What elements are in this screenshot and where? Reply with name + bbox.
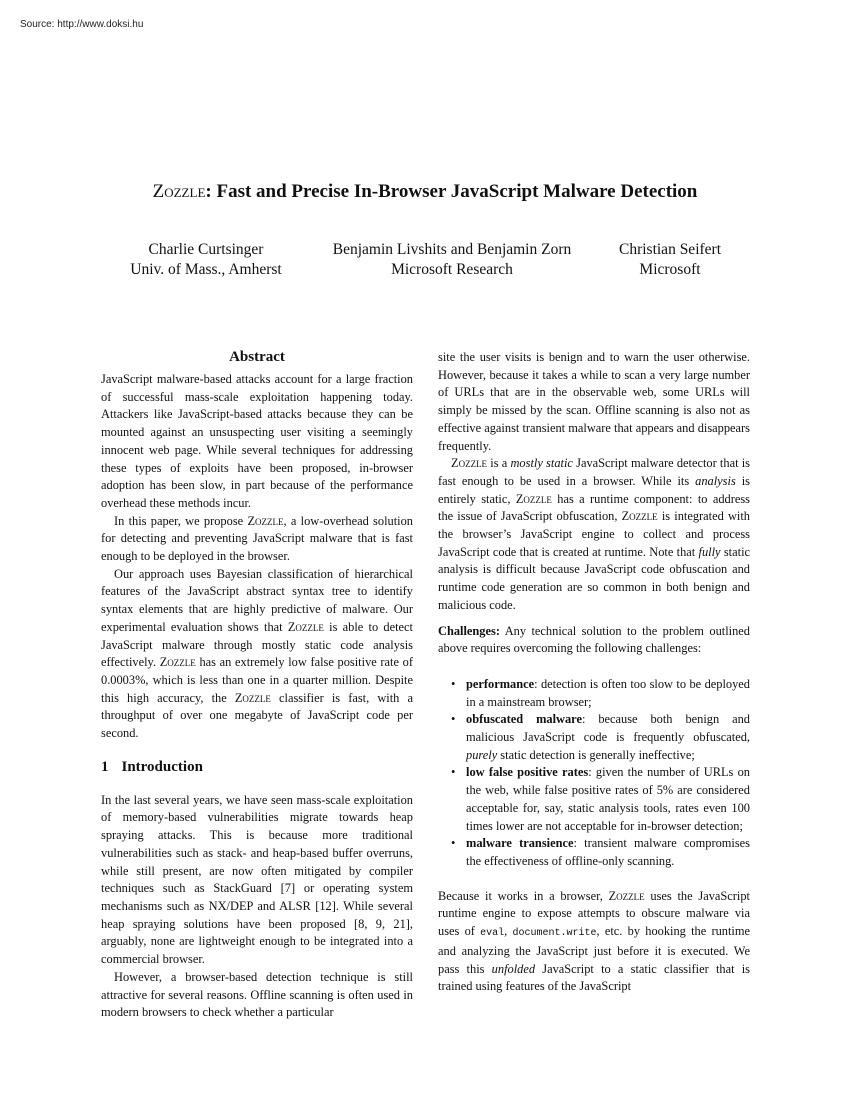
list-item: • malware transience: transient malware compromises the effectiveness of offline-only scanning. — [451, 836, 750, 868]
source-note: Source: http://www.doksi.hu — [20, 19, 144, 30]
list-item: • obfuscated malware: because both benign and malicious JavaScript code is frequently obfuscated, purely static detection is generally ineffective; — [451, 712, 750, 762]
author-3 — [606, 240, 734, 280]
intro-paragraph-1: In the last several years, we have seen mass-scale exploitation of memory-based vulnerabilities migrate towards heap spraying attacks. This is because more traditional vulnerabilities such as stack- and heap-based buffer overruns, while still present, are now often mitigated by compiler techniques such as StackGuard [7] or operating system mechanisms such as NX/DEP and ALSR [12]. While several heap spraying solutions have been proposed [8, 9, 21], arguably, none are lightweight enough to be integrated into a commercial browser. — [101, 792, 413, 967]
section-heading-introduction: 1 Introduction — [101, 758, 203, 775]
bullet-icon: • — [451, 712, 456, 727]
list-item: • low false positive rates: given the number of URLs on the web, while false positive rates of 5% are considered acceptable for, say, static analysis tools, rates even 100 times lower are not acceptable for in-browser detection; — [451, 765, 750, 833]
author-affiliation: Microsoft Research — [391, 261, 513, 278]
intro-paragraph-2: However, a browser-based detection technique is still attractive for several reasons. Offline scanning is often used in modern browsers to check whether a particular — [101, 969, 413, 1020]
left-column — [101, 347, 413, 1022]
bullet-icon: • — [451, 676, 456, 691]
title-tool-name: Zozzle — [152, 181, 206, 202]
right-paragraph-3: Because it works in a browser, Zozzle uses the JavaScript runtime engine to expose attempts to obscure malware via uses of eval, document.write, etc. by hooking the runtime and analyzing the JavaScript just before it is executed. We pass this unfolded JavaScript to a static classifier that is trained using features of the JavaScript — [438, 888, 751, 994]
author-name: Charlie Curtsinger — [148, 241, 264, 258]
paper-title — [0, 180, 850, 204]
challenges-paragraph: Challenges: Any technical solution to the problem outlined above requires overcoming the following challenges: — [438, 623, 750, 656]
challenges-list — [438, 676, 750, 871]
bullet-icon: • — [451, 765, 456, 780]
author-1 — [110, 240, 302, 280]
author-name: Benjamin Livshits and Benjamin Zorn — [332, 241, 572, 258]
abstract-paragraph-2: In this paper, we propose Zozzle, a low-overhead solution for detecting and preventing JavaScript malware that is fast enough to be deployed in the browser. — [101, 513, 413, 564]
author-2 — [318, 240, 586, 280]
right-paragraph-2: Zozzle is a mostly static JavaScript malware detector that is fast enough to be used in a browser. While its analysis is entirely static, Zozzle has a runtime component: to address the issue of JavaScript obfuscation, Zozzle is integrated with the browser’s JavaScript engine to collect and process JavaScript code that is created at runtime. Note that fully static analysis is difficult because JavaScript code obfuscation and runtime code generation are so common in both benign and malicious code. — [438, 456, 751, 612]
abstract-paragraph-1: JavaScript malware-based attacks account for a large fraction of successful mass-scale exploitation happening today. Attackers like JavaScript-based attacks because they can be mounted against an unsuspecting user visiting a seemingly innocent web page. While several techniques for addressing these types of exploits have been proposed, in-browser adoption has been slow, in part because of the performance overhead these methods incur. — [101, 372, 413, 510]
author-affiliation: Microsoft — [639, 261, 701, 278]
title-text: : Fast and Precise In-Browser JavaScript Malware Detection — [205, 181, 698, 202]
abstract-paragraph-3: Our approach uses Bayesian classification of hierarchical features of the JavaScript abstract syntax tree to identify syntax elements that are highly predictive of malware. Our experimental evaluation shows that Zozzle is able to detect JavaScript malware through mostly static code analysis effectively. Zozzle has an extremely low false positive rate of 0.0003%, which is less than one in a quarter million. Despite this high accuracy, the Zozzle classifier is fast, with a throughput of over one megabyte of JavaScript code per second. — [101, 566, 413, 741]
bullet-icon: • — [451, 836, 456, 851]
author-affiliation: Univ. of Mass., Amherst — [130, 261, 282, 278]
right-paragraph-1: site the user visits is benign and to warn the user otherwise. However, because it takes a while to scan a very large number of URLs that are in the observable web, some URLs will simply be missed by the scan. Offline scanning is also not as effective against transient malware that appears and disappears frequently. — [438, 350, 750, 453]
abstract-heading: Abstract — [229, 349, 285, 365]
right-column — [438, 349, 750, 996]
list-item: • performance: detection is often too slow to be deployed in a mainstream browser; — [451, 676, 750, 709]
author-name: Christian Seifert — [618, 241, 722, 258]
